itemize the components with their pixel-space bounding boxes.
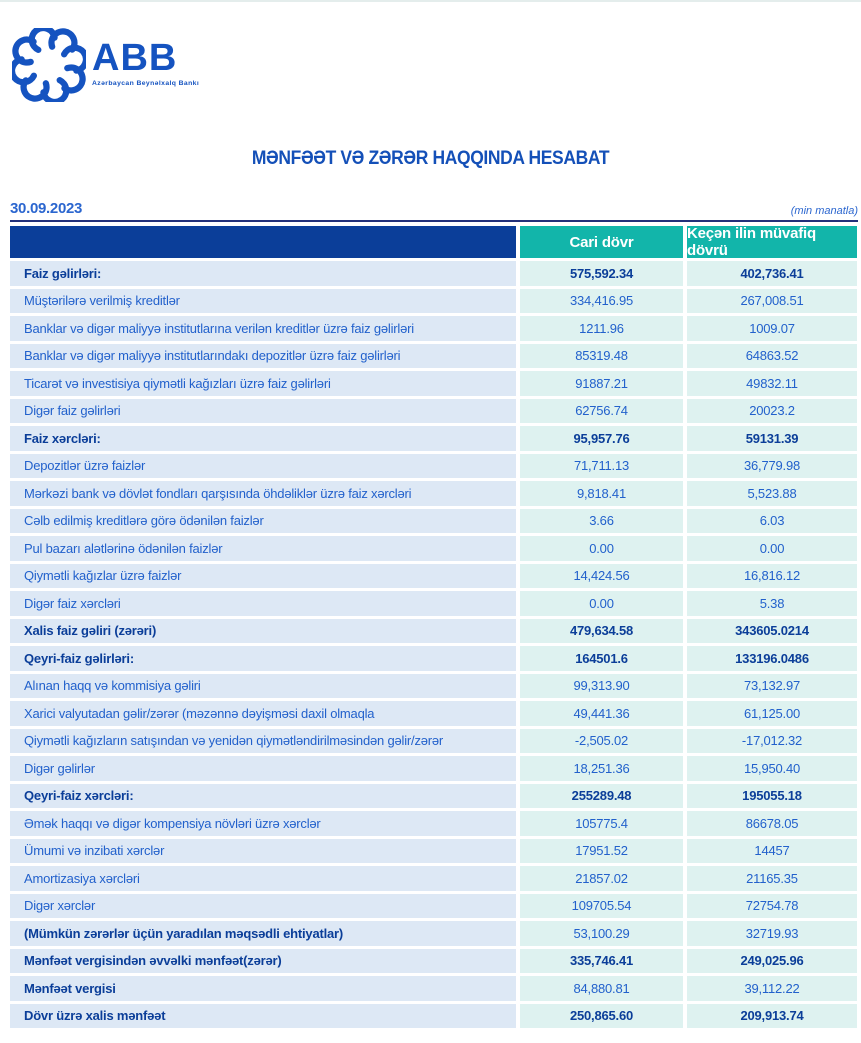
abb-logo — [12, 28, 199, 102]
row-label: Digər faiz xərcləri — [10, 591, 516, 616]
row-value-current: 14,424.56 — [520, 564, 683, 589]
row-value-current: 85319.48 — [520, 344, 683, 369]
row-label: Faiz gəlirləri: — [10, 261, 516, 286]
row-value-current: 84,880.81 — [520, 976, 683, 1001]
row-label: Xarici valyutadan gəlir/zərər (məzənnə dəyişməsi daxil olmaqla — [10, 701, 516, 726]
row-label: Alınan haqq və kommisiya gəliri — [10, 674, 516, 699]
row-value-current: 479,634.58 — [520, 619, 683, 644]
row-label: Əmək haqqı və digər kompensiya növləri üzrə xərclər — [10, 811, 516, 836]
row-value-current: 71,711.13 — [520, 454, 683, 479]
row-value-current: 53,100.29 — [520, 921, 683, 946]
row-label: Qiymətli kağızlar üzrə faizlər — [10, 564, 516, 589]
row-label: Banklar və digər maliyyə institutlarına verilən kreditlər üzrə faiz gəlirləri — [10, 316, 516, 341]
row-label: (Mümkün zərərlər üçün yaradılan məqsədli ehtiyatlar) — [10, 921, 516, 946]
logo-brand-text: ABB — [92, 37, 178, 79]
row-value-previous: 0.00 — [687, 536, 857, 561]
row-value-previous: 36,779.98 — [687, 454, 857, 479]
row-value-current: 0.00 — [520, 591, 683, 616]
table-header-previous-period: Keçən ilin müvafiq dövrü — [687, 226, 857, 258]
row-value-previous: 249,025.96 — [687, 949, 857, 974]
row-value-previous: 195055.18 — [687, 784, 857, 809]
row-value-previous: 59131.39 — [687, 426, 857, 451]
row-label: Digər xərclər — [10, 894, 516, 919]
row-value-current: 335,746.41 — [520, 949, 683, 974]
row-value-current: 0.00 — [520, 536, 683, 561]
row-value-previous: 39,112.22 — [687, 976, 857, 1001]
row-value-current: 18,251.36 — [520, 756, 683, 781]
row-label: Ticarət və investisiya qiymətli kağızları üzrə faiz gəlirləri — [10, 371, 516, 396]
page-title: MƏNFƏƏT VƏ ZƏRƏR HAQQINDA HESABAT — [251, 148, 610, 169]
row-label: Xalis faiz gəliri (zərəri) — [10, 619, 516, 644]
row-value-previous: 86678.05 — [687, 811, 857, 836]
row-value-previous: 402,736.41 — [687, 261, 857, 286]
row-label: Mənfəət vergisindən əvvəlki mənfəət(zərər) — [10, 949, 516, 974]
row-label: Mənfəət vergisi — [10, 976, 516, 1001]
table-header-blank — [10, 226, 516, 258]
row-value-previous: -17,012.32 — [687, 729, 857, 754]
row-value-previous: 14457 — [687, 839, 857, 864]
row-value-current: 21857.02 — [520, 866, 683, 891]
row-value-previous: 64863.52 — [687, 344, 857, 369]
row-label: Pul bazarı alətlərinə ödənilən faizlər — [10, 536, 516, 561]
row-value-current: 17951.52 — [520, 839, 683, 864]
row-label: Dövr üzrə xalis mənfəət — [10, 1004, 516, 1029]
row-label: Depozitlər üzrə faizlər — [10, 454, 516, 479]
row-label: Mərkəzi bank və dövlət fondları qarşısında öhdəliklər üzrə faiz xərcləri — [10, 481, 516, 506]
row-value-previous: 15,950.40 — [687, 756, 857, 781]
row-value-current: 164501.6 — [520, 646, 683, 671]
row-label: Banklar və digər maliyyə institutlarındakı depozitlər üzrə faiz gəlirləri — [10, 344, 516, 369]
table-header-current-period: Cari dövr — [520, 226, 683, 258]
row-label: Amortizasiya xərcləri — [10, 866, 516, 891]
row-value-current: 3.66 — [520, 509, 683, 534]
row-value-previous: 6.03 — [687, 509, 857, 534]
row-value-previous: 21165.35 — [687, 866, 857, 891]
row-label: Qeyri-faiz gəlirləri: — [10, 646, 516, 671]
report-meta-row — [10, 198, 858, 222]
row-value-current: 105775.4 — [520, 811, 683, 836]
row-value-previous: 5.38 — [687, 591, 857, 616]
row-value-current: 334,416.95 — [520, 289, 683, 314]
row-value-previous: 32719.93 — [687, 921, 857, 946]
top-divider — [0, 0, 861, 2]
unit-note: (min manatla) — [790, 205, 858, 217]
row-value-previous: 72754.78 — [687, 894, 857, 919]
row-value-current: 95,957.76 — [520, 426, 683, 451]
row-label: Ümumi və inzibati xərclər — [10, 839, 516, 864]
row-value-current: 1211.96 — [520, 316, 683, 341]
row-value-previous: 1009.07 — [687, 316, 857, 341]
row-value-previous: 209,913.74 — [687, 1004, 857, 1029]
row-label: Qeyri-faiz xərcləri: — [10, 784, 516, 809]
row-value-current: 109705.54 — [520, 894, 683, 919]
row-value-current: 255289.48 — [520, 784, 683, 809]
row-value-current: -2,505.02 — [520, 729, 683, 754]
row-value-previous: 16,816.12 — [687, 564, 857, 589]
row-label: Cəlb edilmiş kreditlərə görə ödənilən faizlər — [10, 509, 516, 534]
row-label: Müştərilərə verilmiş kreditlər — [10, 289, 516, 314]
row-value-previous: 20023.2 — [687, 399, 857, 424]
row-value-current: 91887.21 — [520, 371, 683, 396]
row-value-current: 575,592.34 — [520, 261, 683, 286]
row-value-current: 9,818.41 — [520, 481, 683, 506]
row-value-previous: 267,008.51 — [687, 289, 857, 314]
row-label: Digər faiz gəlirləri — [10, 399, 516, 424]
row-value-previous: 61,125.00 — [687, 701, 857, 726]
abb-swirl-icon — [12, 28, 86, 102]
report-date: 30.09.2023 — [10, 200, 83, 217]
row-label: Faiz xərcləri: — [10, 426, 516, 451]
row-value-previous: 73,132.97 — [687, 674, 857, 699]
row-value-current: 99,313.90 — [520, 674, 683, 699]
logo-subtitle-text: Azərbaycan Beynəlxalq Bankı — [92, 80, 200, 87]
row-label: Qiymətli kağızların satışından və yenidən qiymətləndirilməsindən gəlir/zərər — [10, 729, 516, 754]
profit-loss-table — [10, 226, 858, 1028]
row-value-current: 62756.74 — [520, 399, 683, 424]
row-value-previous: 343605.0214 — [687, 619, 857, 644]
row-value-previous: 49832.11 — [687, 371, 857, 396]
row-value-previous: 5,523.88 — [687, 481, 857, 506]
row-value-previous: 133196.0486 — [687, 646, 857, 671]
row-value-current: 49,441.36 — [520, 701, 683, 726]
row-label: Digər gəlirlər — [10, 756, 516, 781]
row-value-current: 250,865.60 — [520, 1004, 683, 1029]
